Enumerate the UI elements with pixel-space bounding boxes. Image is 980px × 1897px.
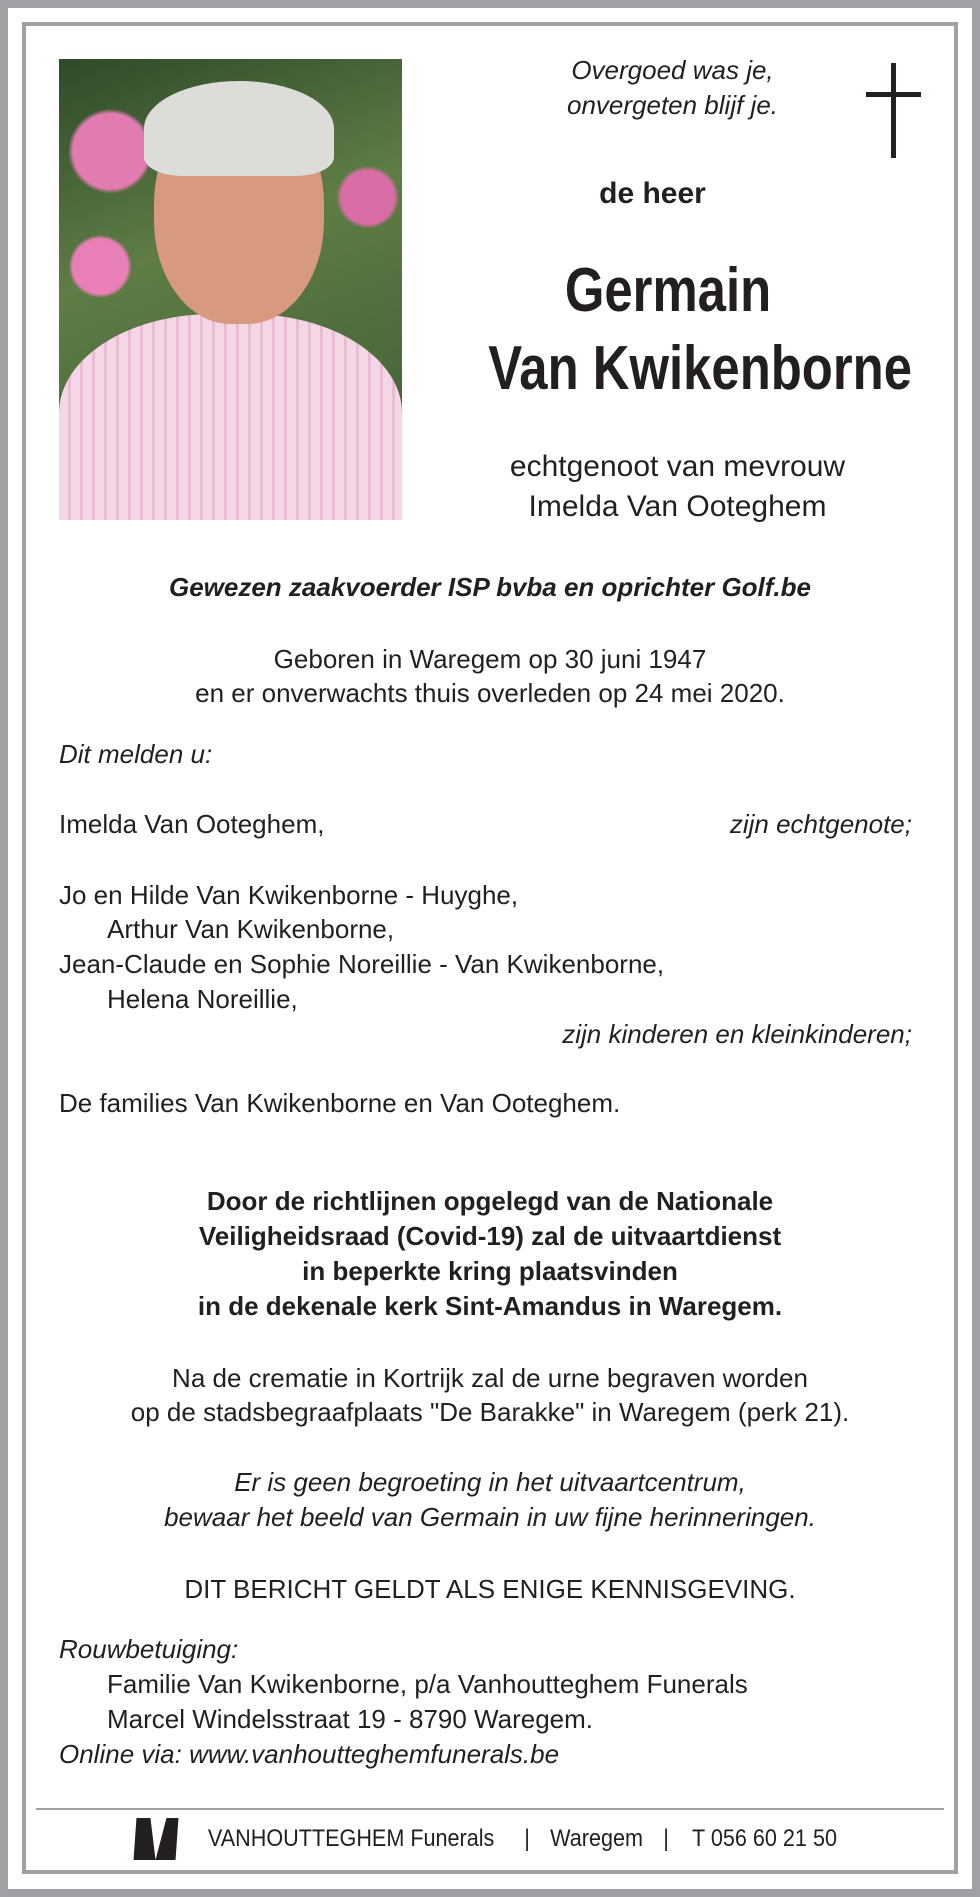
photo-hair <box>144 81 334 176</box>
family-child-2: Jean-Claude en Sophie Noreillie - Van Kwikenborne, <box>59 949 665 979</box>
family-spouse: Imelda Van Ooteghem, <box>59 809 325 839</box>
notice-line-2: Veiligheidsraad (Covid-19) zal de uitvaartdienst <box>198 1221 782 1251</box>
condolence-label: Rouwbetuiging: <box>59 1634 239 1664</box>
footer <box>0 1818 980 1860</box>
notice-line-1: Door de richtlijnen opgelegd van de Nationale <box>206 1186 774 1216</box>
family-child-1: Jo en Hilde Van Kwikenborne - Huyghe, <box>59 880 519 910</box>
burial-line-1: Na de crematie in Kortrijk zal de urne begraven worden <box>172 1363 808 1393</box>
last-name: Van Kwikenborne <box>488 334 912 403</box>
role: Gewezen zaakvoerder ISP bvba en oprichter Golf.be <box>168 572 811 602</box>
notice-line-4: in de dekenale kerk Sint-Amandus in Waregem. <box>197 1291 783 1321</box>
spouse-line-2: Imelda Van Ooteghem <box>528 490 827 523</box>
families-line: De families Van Kwikenborne en Van Ooteghem. <box>59 1088 621 1118</box>
burial-line-2: op de stadsbegraafplaats "De Barakke" in Waregem (perk 21). <box>130 1397 850 1427</box>
greeting-line-2: bewaar het beeld van Germain in uw fijne herinneringen. <box>164 1502 816 1532</box>
cross-icon-bar <box>866 92 921 97</box>
official-notice: DIT BERICHT GELDT ALS ENIGE KENNISGEVING. <box>184 1574 796 1604</box>
family-grandchild-1: Arthur Van Kwikenborne, <box>107 914 395 944</box>
family-grandchild-2: Helena Noreillie, <box>107 984 298 1014</box>
footer-company: VANHOUTTEGHEM Funerals <box>207 1825 494 1852</box>
spouse-line-1: echtgenoot van mevrouw <box>509 450 846 483</box>
family-children-relation: zijn kinderen en kleinkinderen; <box>562 1019 912 1049</box>
first-name: Germain <box>564 256 772 325</box>
death-line: en er onverwachts thuis overleden op 24 mei 2020. <box>195 678 785 708</box>
footer-city: Waregem <box>550 1825 644 1852</box>
cross-icon <box>891 63 896 158</box>
notice-line-3: in beperkte kring plaatsvinden <box>302 1256 678 1286</box>
photo-shirt <box>59 314 402 520</box>
quote-line-2: onvergeten blijf je. <box>566 90 779 120</box>
condolence-online-link[interactable]: Online via: www.vanhoutteghemfunerals.be <box>59 1739 560 1769</box>
vanhoutteghem-logo-icon <box>133 1818 178 1860</box>
honorific: de heer <box>599 177 706 210</box>
announce: Dit melden u: <box>59 739 213 769</box>
footer-separator: | <box>663 1825 670 1852</box>
birth-line: Geboren in Waregem op 30 juni 1947 <box>273 644 707 674</box>
footer-separator: | <box>524 1825 531 1852</box>
footer-divider <box>36 1808 944 1810</box>
portrait-photo <box>59 59 402 520</box>
condolence-address-1: Familie Van Kwikenborne, p/a Vanhoutteghem Funerals <box>107 1669 748 1699</box>
condolence-address-2: Marcel Windelsstraat 19 - 8790 Waregem. <box>107 1704 594 1734</box>
footer-phone: T 056 60 21 50 <box>692 1825 838 1852</box>
quote-line-1: Overgoed was je, <box>571 55 774 85</box>
family-spouse-relation: zijn echtgenote; <box>729 809 912 839</box>
greeting-line-1: Er is geen begroeting in het uitvaartcentrum, <box>234 1467 746 1497</box>
